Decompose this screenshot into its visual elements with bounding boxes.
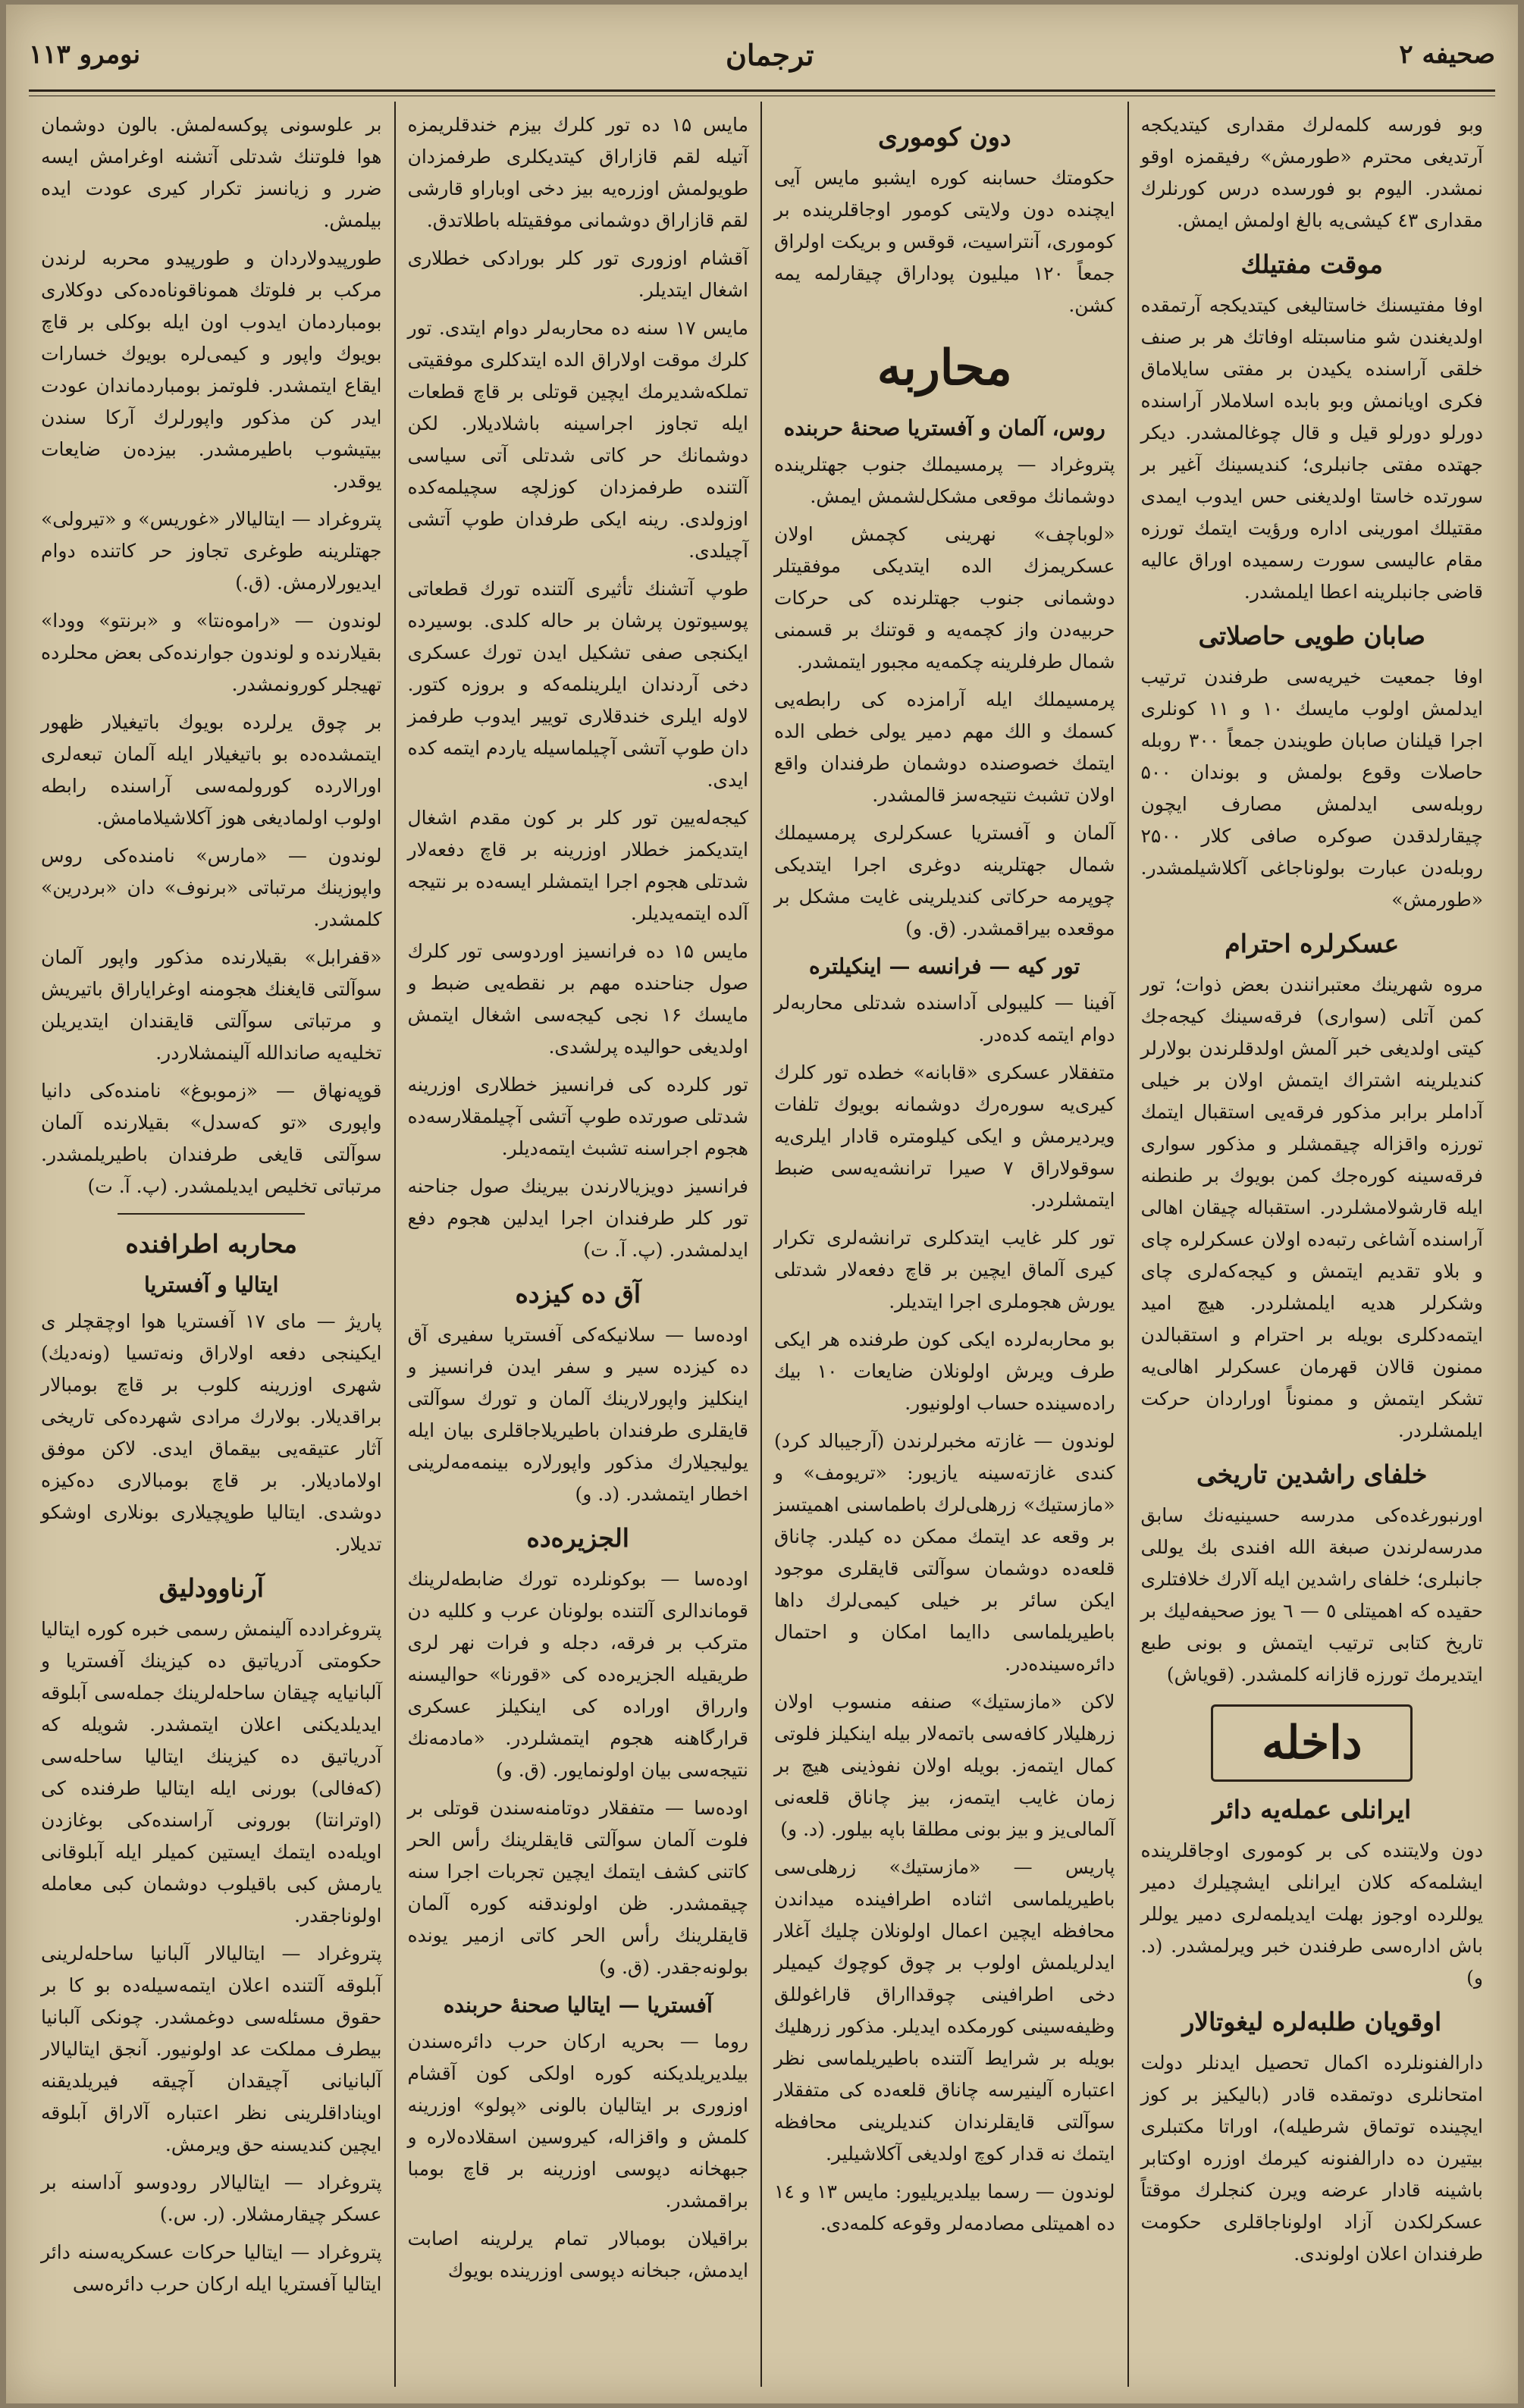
- article-headline: ايرانلی عمله‌يه دائر: [1212, 1795, 1412, 1824]
- newspaper-page: [6, 5, 1518, 2403]
- article-headline: عسكرلره احترام: [1225, 929, 1400, 958]
- paragraph: «لوباچف» نهرينی كچمش اولان عسكريمزك الده ايتديكی موفقيتلر دوشمانی جنوب جهتلرنده كی حركات حربيه‌دن واز كچمه‌يه و قوتنك بر قسمنی شمال طرفلرينه چكمه‌يه مجبور ايتمشدر.: [774, 523, 1115, 673]
- columns: [29, 102, 1495, 2387]
- article-subheadline: ايتاليا و آفستريا: [144, 1272, 279, 1297]
- paragraph: لوندون — «مارس» نامنده‌كی روس واپوزينك مرتباتی «برنوف» دان «بردرين» كلمشدر.: [41, 845, 382, 930]
- paragraph: قوپه‌نهاق — «زموبوغ» نامنده‌كی دانيا واپوری «تو كه‌سدل» بقيلارنده آلمان سوآلتی قايغی طرفندان باطيريلمشدر. مرتباتی تخليص ايديلمشدر. (پ. آ. ت): [41, 1080, 382, 1197]
- paragraph: فرانسيز دويزيالارندن بيرينك صول جناحنه تور كلر طرفندان اجرا ايدلين هجوم دفع ايدلمشدر. (پ. آ. ت): [407, 1175, 748, 1261]
- paragraph: دون ولايتنده كی بر كوموری اوجاقلرينده ايشلمه‌كه كلان ايرانلی ايشچيلرك دمير يوللرده اوجوز بهلت ايديلمه‌لری دمير يوللر باش اداره‌سی طرفندن خبر ويرلمشدر. (د. و): [1140, 1839, 1483, 1989]
- section-box-headline: داخله: [1211, 1704, 1413, 1782]
- paragraph: اوفا جمعيت خيريه‌سی طرفندن ترتيب ايدلمش اولوب مايسك ۱۰ و ۱۱ كونلری اجرا قيلنان صابان طويندن جمعاً ۳۰۰ روبله حاصلات وقوع بولمش و بوندان ۵۰۰ روبله‌سی ايدلمش مصارف ايچون چيقارلدقدن صوكره صافی كلار ۲۵۰۰ روبله‌دن عبارت بولوناجاغی آكلاشيلمشدر. «طورمش»: [1140, 666, 1483, 911]
- paragraph: پرمسيملك ايله آرامزده كی رابطه‌يی كسمك و الك مهم دمير يولی خطی الده ايتمك خصوصنده دوشمان طرفندان واقع اولان تشبث نتيجه‌سز قالمشدر.: [774, 688, 1115, 806]
- column-4: [29, 102, 396, 2387]
- paragraph: پاريس — «مازستيك» زرهلی‌سی باطيريلماسی اثناده اطرافينده ميداندن محافظه ايچين اعمال اولونلان چليك آغلار ايدلريلمش اولوب بر چوق كوچوك كيميلر دخی اطرافينی چوقدااراق قاراغوللق وظيفه‌سينی كورمكده ايديلر. مذكور زرهليك بويله بر شرايط آلتنده باطيريلماسی نظر اعتباره آلينيرسه چاناق قلعه‌ده كی متفقلار سوآلتی قايقلرندان كنديلرينی محافظه ايتمك نه قدار كوچ اولديغی آكلاشيلير.: [774, 1856, 1115, 2165]
- newspaper-title: ترجمان: [725, 37, 814, 72]
- paragraph: پاريژ — مای ۱۷ آفستريا هوا اوچقچلر ی ايكينجی دفعه اولاراق ونه‌تسيا (ونه‌ديك) شهری اوزرينه كلوب بر قاچ بومبالار براقديلار. بولارك مرادی شهرده‌كی تاريخی آثار عتيقه‌يی بيقماق ايدی. لاكن موفق اولاماديلار. بر قاچ بومبالاری ده‌كيزه دوشدی. ايتاليا طوپچيلاری بونلاری اوشكو تديلار.: [41, 1310, 382, 1555]
- paragraph: كيجه‌له‌يين تور كلر بر كون مقدم اشغال ايتديكمز خطلار اوزرينه بر قاچ دفعه‌لار شدتلی هجوم اجرا ايتمشلر ايسه‌ده بر نتيجه آلده ايتمه‌يديلر.: [407, 807, 748, 924]
- section-headline: محاربه: [876, 340, 1012, 397]
- paragraph: حكومتك حسابنه كوره ايشبو مايس آيی ايچنده دون ولايتی كومور اوجاقلرينده بر كوموری، آنتراسيت، قوقس و بريكت اولراق جمعاً ۱۲۰ ميليون پوداراق چيقارلمه يمه كشن.: [774, 167, 1115, 316]
- paragraph: «قفرابل» بقيلارنده مذكور واپور آلمان سوآلتی قايغنك هجومنه اوغراياراق باتيريش و مرتباتی سوآلتی قايقندان ايتديريلن تخليه‌يه صاندالله آلينمشلاردر.: [41, 946, 382, 1064]
- paragraph: تور كلر غايب ايتدكلری ترانشه‌لری تكرار كيری آلماق ايچين بر قاچ دفعه‌لار شدتلی يورش هجوملری اجرا ايتديلر.: [774, 1227, 1115, 1312]
- paragraph: اوده‌سا — سلانيكه‌كی آفستريا سفيری آق ده كيزده سير و سفر ايدن فرانسيز و اينكليز واپورلارينك آلمان و تورك سوآلتی قايقلری طرفندان باطيريلاجاقلری بيان ايله يوليجيلارك مذكور واپورلاره بينمه‌مه‌لرينی اخطار ايتمشدر. (د. و): [407, 1324, 748, 1505]
- paragraph: اوفا مفتيسنك خاستالیغی كيتديكجه آرتمقده اولديغندن شو مناسبتله اوفاتك هر بر صنف خلقی آراسنده يكيدن بر مفتی سايلاماق فكری اويانمش وبو بابده اسلاملار آراسنده دورلو دورلو قيل و قال چوغالمشدر. ديكر جهتده مفتی جانبلری؛ كنديسينك آغير بر سورتده خاستا اولديغنی حس ايدوب ايمدی مقتيلك امورينی اداره ورؤيت ايتمك تورزه مقام عاليسی سورت رسميده اوراق عالیه قاضی جانبلرينه اعطا ايلمشدر.: [1140, 294, 1483, 603]
- issue-number: نومرو ۱۱۳: [29, 39, 141, 70]
- article-subheadline: آفستريا — ايتاليا صحنهٔ حربنده: [443, 1993, 713, 2018]
- paragraph: دارالفنونلرده اكمال تحصيل ايدنلر دولت امتحانلری دوتمقده قادر (باليكيز بر كوز ايچينده توتماق شرطيله)، اوراتا مكتبلری بيتيرن ده دارالفنونه كيرمك اوزره اوكتابر باشينه قادار عرضه ويرن كنجلرك موقتاً عسكرلكدن آزاد اولوناجاقلری حكومت طرفندان اعلان اولوندی.: [1140, 2052, 1483, 2265]
- paragraph: اوده‌سا — بوكونلرده تورك ضابطه‌لرينك قوماندالری آلتنده بولونان عرب و كلليه‌ دن متركب بر فرقه، دجله و فرات نهر لری طريقيله الجزيره‌ده كی «قورنا» حواليسنه وارراق اوراده كی اينكيلز عسكری قرارگاهنه هجوم ايتمشلردر. «مادمه‌نك نتيجه‌سی بيان اولونمايور. (ق. و): [407, 1568, 748, 1781]
- paragraph: مروه شهرينك معتبرانندن بعض ذوات؛ تور كمن آتلی (سواری) فرقه‌سينك كيجه‌جك كيتی اولديغی خبر آلمش اولدقلرندن بولارلر كنديلرينه اشتراك ايتمش اولان بر خيلی آداملر برابر مذكور فرقه‌يی استقبال ايتمك تورزه واقزاله چيقمشلر و مذكور سواری فرقه‌سينه كوره‌جك كمن بويوك بر طنطنه ايله قارشولامشلردر. استقباله چيقان اهالی آراسنده آشاغی رتبه‌ده اولان عسكرلره چای و بلاو تقديم ايتمش و كيجه‌كه‌لری چای وشكرلر هديه ايلمشلردر. هيچ اميد ايتمه‌دكلری بويله بر احترام و استقبالدن ممنون قالان قهرمان عسكرلر اهالی‌يه تشكر ايتمش و ممنوناً اوراردان حركت ايلمشلردر.: [1140, 974, 1483, 1441]
- paragraph: لاكن «مازستيك» صنفه منسوب اولان زرهليلار كافه‌سی باتمه‌لار بيله اينكيلز فلوتی كمال ايتمه‌ز. بويله اولان نفوذينی هيچ بر زمان غايب ايتمه‌ز، بيز چاناق قلعه‌نی آلمالی‌يز و بيز بونی مطلقا باپه بيلور. (د. و): [774, 1691, 1115, 1840]
- paragraph: مايس ۱۷ سنه ده محاربه‌لر دوام ايتدی. تور كلرك موقت اولاراق الده ايتدكلری موفقيتی تملكه‌شديرمك ايچين قوتلی بر قاچ قطعات ايله تجاوز اجراسينه باشلاديلار. لكن دوشمانك حر كاتی شدتلی آتی سياسی آلتنده طرفمزدان كوزلچه سچيلمه‌كده اوزولدی. رينه ايكی طرفدان طوپ آتشی آچيلدی.: [407, 317, 748, 562]
- paragraph: بر علوسونی پوكسه‌لمش. بالون دوشمان هوا فلوتنك شدتلی آتشنه اوغرامش ايسه ضرر و زيانسز تكرار كيری عودت ايده بيلمش.: [41, 114, 382, 231]
- paragraph: لوندون — «راموه‌نتا» و «برنتو» وودا» بقيلارنده و لوندون جوارنده‌كی بعض محلرده تهيجلر كورونمشدر.: [41, 610, 382, 695]
- column-3: [396, 102, 763, 2387]
- paragraph: تور كلرده كی فرانسيز خطلاری اوزرينه شدتلی صورتده طوپ آتشی آچيلمقلارسه‌ده هجوم اجراسنه تشبث ايتمه‌ديلر.: [407, 1074, 748, 1159]
- article-headline: محاربه اطرافنده: [125, 1229, 297, 1259]
- article-subheadline: روس، آلمان و آفستريا صحنهٔ حربنده: [783, 415, 1105, 441]
- paragraph: مايس ۱۵ ده فرانسيز اوردوسی تور كلرك صول جناحنده مهم بر نقطه‌يی ضبط و مايسك ۱۶ نجی كيجه‌سی اشغال ايتمش اولديغی حواليده پرلشدی.: [407, 940, 749, 1058]
- paragraph: بو محاربه‌لرده ايكی كون طرفنده هر ايكی طرف ويرش اولونلان ضايعات ۱۰ بيك راده‌سينده حساب اولونيور.: [774, 1328, 1115, 1414]
- masthead-rule: [29, 89, 1495, 92]
- paragraph: طوپ آتشنك تأثيری آلتنده تورك قطعاتی پوسيوتون پرشان بر حاله كلدی. بوسيرده ايكنجی صفی تشكيل ايدن تورك عسكری دخی آردندان ايلرينلمه‌كه و بروزه كتور. لاوله ايلری خندقلاری تويير ايدوب طرفمز‌ دان طوپ آتشی آچيلماسيله ياردم ايتمه كده ايدی.: [407, 578, 748, 791]
- section-divider: [118, 1213, 305, 1215]
- paragraph: مايس ۱۵ ده تور كلرك بيزم خندقلريمزه آتيله لقم قازاراق كيتديكلری طرفمزدان طويولمش اوزره‌يه بيز دخی اوباراو قارشی لقم قازاراق دوشمانی موفقيتله باطلاتدق.: [407, 114, 748, 231]
- article-headline: موقت مفتيلك: [1240, 249, 1383, 279]
- article-headline: الجزيره‌ده: [526, 1523, 629, 1553]
- paragraph: لوندون — غازته مخبرلرندن (آرجيبالد كرد) كندی غازته‌سينه يازيور: «تريومف» و «مازستيك» زرهلی‌لرك باطماسنی اهميتسز بر وقعه عد ايتمك ممكن ده كيلدر. چاناق قلعه‌ده دوشمان سوآلتی قايقلری موجود ايكن سائر بر خيلی كيمی‌لرك داها باطيريلماسی داايما امكان و احتمال دائره‌سينده‌در.: [774, 1430, 1115, 1675]
- paragraph: وبو فورسه كلمه‌لرك مقداری كيتديكجه آرتديغی محترم «طورمش» رفيقمزه اوقو نمشدر. الیوم بو فورسده درس كورنلرك مقداری ٤٣ كيشی‌يه بالغ اولمش ايمش.: [1140, 114, 1483, 231]
- page-number: صحيفه ۲: [1399, 39, 1495, 70]
- paragraph: پتروغراد — ايتاليالار «غوريس» و «تيرولی» جهتلرينه طوغری تجاوز حر كاتنده دوام ايديورلارمش. (ق.): [41, 508, 382, 594]
- paragraph: متفقلار عسكری «قابانه» خطده تور كلرك كيری‌يه سوره‌رك دوشمانه بويوك تلفات ويرديرمش و ايكی كيلومتره قادار ايلری‌يه سوقولاراق ۷ صيرا ترانشه‌يه‌سی ضبط ايتمشلردر.: [774, 1061, 1115, 1211]
- paragraph: پتروغرادده آلينمش رسمی خبره كوره ايتاليا حكومتی آدرياتيق ده كيزينك آفستريا و آلبانيايه چيقان ساحله‌لرينك جمله‌سی آبلوقه ايديلديكنی اعلان ايتمشدر. شويله كه آدرياتيق ده كيزينك ايتاليا ساحله‌سی (كه‌فالی) بورنی ايله ايتاليا طرفنده كی (اوترانتا) بورونی آراسنده‌كی بوغازدن اويله‌ده ايتمك ايستين كميلر ايله آبلوقانی يارمش كبی باقيلوب دوشمان كبی معامله اولوناجقدر.: [41, 1618, 382, 1927]
- paragraph: اورنبورغده‌كی مدرسه حسينيه‌نك سابق مدرسه‌لرندن صبغة الله افندی بك يوللی جانبلری؛ خلفای راشدين ايله آلارك خلافتلری حقيده ‌كه اهميتلی ٥ — ٦ يوز صحيفه‌ليك بر تاريخ كتابی ترتيب ايتمش و بونی طبع ايتديرمك تورزه قازانه كلمشدر. (قوياش): [1140, 1504, 1484, 1685]
- paragraph: آفينا — كليبولی آداسنده شدتلی محاربه‌لر دوام ايتمه كده‌در.: [774, 992, 1115, 1046]
- paragraph: بر چوق يرلرده بويوك باتيغيلار ظهور ايتمشده‌ده بو باتيغيلار ايله آلمان تبعه‌لری اورالارده كورولمه‌سی آراسنده رابطه اولوب اولماديغی هوز آكلاشيلامامش.: [41, 711, 382, 829]
- column-1: [1129, 102, 1496, 2387]
- paragraph: براقيلان بومبالار تمام يرلرينه اصابت ايدمش، جبخانه دپوسی اوزرينده بويوك: [407, 2228, 748, 2281]
- paragraph: پتروغراد — ايتاليالار رودوسو آداسنه بر عسكر چيقارمشلار. (ر. س.): [41, 2171, 382, 2225]
- column-2: [762, 102, 1129, 2387]
- article-headline: آق ده كيزده: [515, 1279, 641, 1309]
- article-headline: خلفای راشدين تاريخی: [1196, 1460, 1428, 1489]
- article-headline: آرناوودليق: [158, 1573, 264, 1603]
- paragraph: پتروغراد — پرمسیملك جنوب جهتلرينده دوشمانك موقعی مشكل‌لشمش ايمش.: [774, 453, 1115, 507]
- paragraph: اوده‌سا — متفقلار دوتامنه‌سندن قوتلی بر فلوت آلمان سوآلتی قايقلرينك رأس الحر كاتنی كشف ايتمك ايچين تجربات اجرا سنه چيقمشدر. ظن اولوندقنه كوره آلمان قايقلرينك رأس الحر كاتی ازمير يونده بولونه‌جقدر. (ق. و): [407, 1797, 748, 1978]
- article-headline: صابان طويی حاصلاتی: [1198, 621, 1425, 651]
- paragraph: پتروغراد — ايتاليا حركات عسكريه‌سنه دائر ايتاليا آفستريا ايله اركان حرب دائره‌سی: [41, 2241, 382, 2295]
- paragraph: پتروغراد — ايتاليالار آلبانيا ساحله‌لرينی آبلوقه آلتنده اعلان ايتمه‌سيله‌ده بو كا بر حقوق مسئله‌سی دوغمشدر. چونكی آلبانيا بيطرف مملكت عد اولونيور. آنجق ايتاليالار آلبانيانی آچيقدان آچيقه فيريلديقنه اويناداقلرينی نظر اعتباره آلاراق آبلوقه ايچين كنديسنه حق ويرمش.: [41, 1942, 382, 2156]
- paragraph: لوندون — رسما بيلديريليور: مايس ۱۳ و ۱٤ ده اهميتلی مصادمه‌لر وقوعه كلمه‌دی.: [774, 2181, 1115, 2234]
- paragraph: آلمان و آفستريا عسكرلری پرمسيملك شمال جهتلرينه دوغری اجرا ايتديكی چوپرمه حركاتی كنديلرينی غايت مشكل بر موقعده بيراقمشدر. (ق. و): [774, 822, 1115, 939]
- article-headline: دون كوموری: [877, 122, 1011, 152]
- paragraph: آقشام اوزوری تور كلر بورادكی خطلاری اشغال ايتديلر.: [407, 247, 748, 301]
- masthead: [29, 23, 1495, 86]
- article-headline: اوقويان طلبه‌لره ليغوتالار: [1182, 2007, 1442, 2036]
- paragraph: طورپيدولاردان و طورپيدو محربه لرندن مركب بر فلوتك هموناقوناه‌ده‌كی دوكلاری بومباردمان ايدوب اون ايله بوكلی بر قاچ بويوك واپور و كيمی‌لره بويوك خسارات ايقاع ايتمشدر. فلوتمز بومباردماندان عودت ايدر كن مذكور واپورلرك آركا سندن بيتيشوب باطيرمشدر. بيزده‌ن ضايعات يوقدر.: [41, 247, 382, 492]
- paragraph: روما — بحريه اركان حرب دائره‌سندن بيلديريلديكنه كوره اولكی كون آقشام اوزوری بر ايتاليان بالونی «پولو» اوزرينه كلمش و واقزاله، كيروسين اسقلاده‌لاره و جبهخانه دپوسی اوزرينه بر قاچ بومبا براقمشدر.: [407, 2030, 748, 2212]
- article-subheadline: تور كيه — فرانسه — اينكيلتره: [809, 954, 1080, 979]
